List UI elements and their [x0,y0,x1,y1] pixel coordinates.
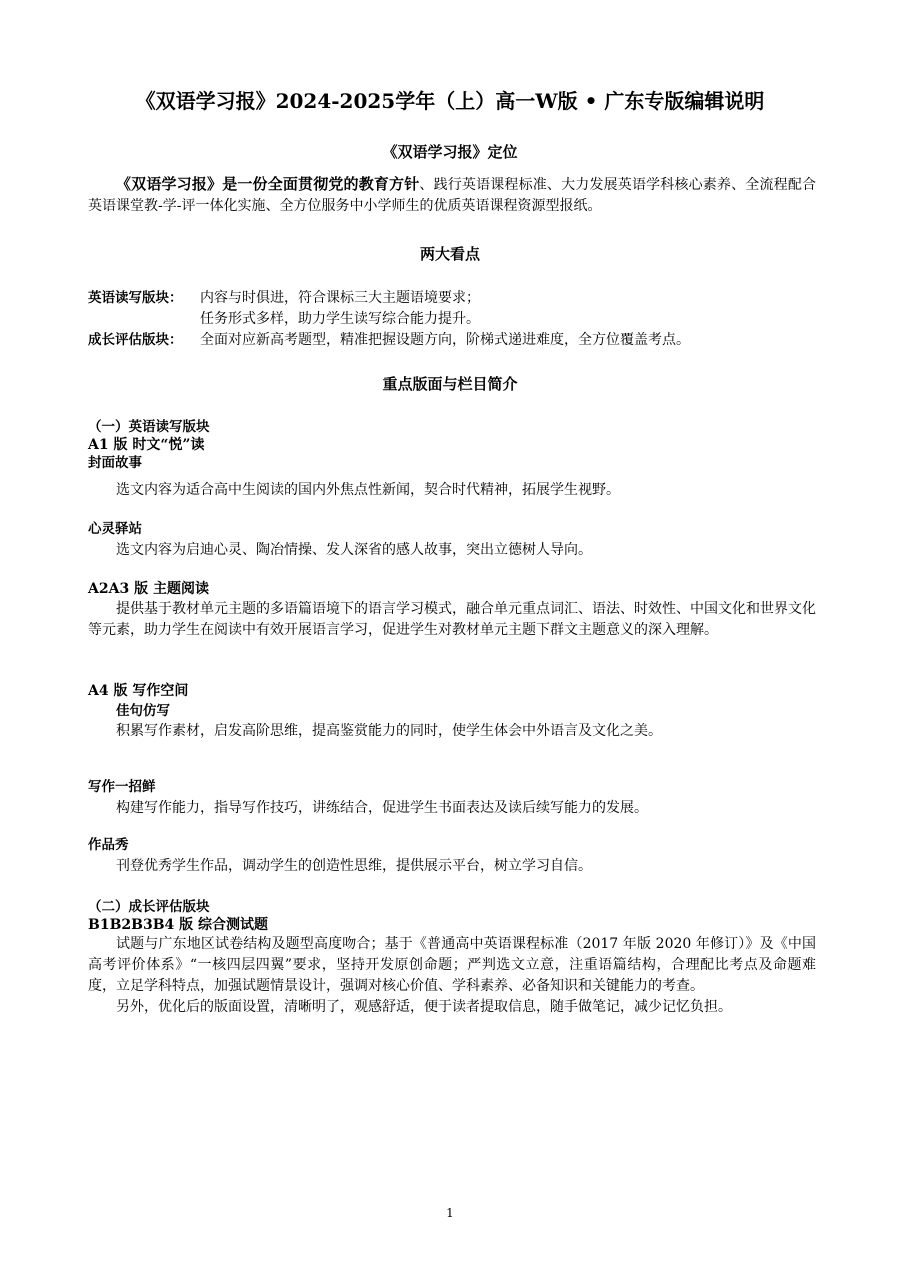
part1-header [88,418,816,472]
a2a3-section [88,580,816,641]
highlights-heading: 两大看点 [419,245,480,263]
positioning-text: 、践行英语课程标准、大力发展英语学科核心素养、全流程配合英语课堂教-学-评一体化实施、全方位服务中小学师生的优质英语课程资源型报纸。 [88,177,816,214]
document-title: 《双语学习报》2024-2025学年（上）高一W版 • 广东专版编辑说明 [135,89,765,113]
works-show-title: 作品秀 [88,837,129,853]
works-show-text: 刊登优秀学生作品，调动学生的创造性思维，提供展示平台，树立学习自信。 [116,858,592,874]
highlight-assessment [88,330,816,351]
reading-writing-line2: 任务形式多样，助力学生读写综合能力提升。 [200,311,480,327]
positioning-paragraph [88,174,816,217]
a4-section [88,682,816,742]
highlight-reading-writing [88,288,816,309]
a4-title: A4 版 写作空间 [88,683,189,699]
a1-title: A1 版 时文“悦”读 [88,437,205,453]
part2-title: （二）成长评估版块 [88,899,210,915]
cover-story-section [88,480,816,501]
writing-trick-section [88,778,816,819]
reading-writing-line1: 内容与时俱进，符合课标三大主题语境要求； [200,290,480,306]
positioning-heading: 《双语学习报》定位 [382,143,518,161]
works-show-section [88,836,816,877]
part1-title: （一）英语读写版块 [88,419,210,435]
soul-station-section [88,520,816,561]
b-text2: 另外，优化后的版面设置，清晰明了，观感舒适，便于读者提取信息，随手做笔记，减少记忆负担。 [116,999,732,1015]
good-sentences-title: 佳句仿写 [116,703,170,719]
soul-station-text: 选文内容为启迪心灵、陶冶情操、发人深省的感人故事，突出立德树人导向。 [116,542,592,558]
assessment-label: 成长评估版块： [88,332,183,348]
columns-heading: 重点版面与栏目简介 [382,375,518,393]
highlights-list [88,288,816,351]
positioning-lead: 《双语学习报》是一份全面贯彻党的教育方针 [116,175,420,193]
b-text1: 试题与广东地区试卷结构及题型高度吻合；基于《普通高中英语课程标准（2017 年版 2020 年修订）》及《中国高考评价体系》“一核四层四翼”要求，坚持开发原创命题；严判选文立意，注重语篇结构，合理配比考点及命题难度，立足学科特点，加强试题情景设计，强调对核心价值、学科素养、必备知识和关键能力的考查。 [88,936,816,994]
cover-story-title: 封面故事 [88,455,142,471]
reading-writing-label: 英语读写版块： [88,290,183,306]
soul-station-title: 心灵驿站 [88,521,142,537]
part2-section [88,898,816,1018]
cover-story-text: 选文内容为适合高中生阅读的国内外焦点性新闻，契合时代精神，拓展学生视野。 [116,482,620,498]
writing-trick-title: 写作一招鲜 [88,779,156,795]
writing-trick-text: 构建写作能力，指导写作技巧，讲练结合，促进学生书面表达及读后续写能力的发展。 [116,800,648,816]
a2a3-text: 提供基于教材单元主题的多语篇语境下的语言学习模式，融合单元重点词汇、语法、时效性、中国文化和世界文化等元素，助力学生在阅读中有效开展语言学习，促进学生对教材单元主题下群文主题意义的深入理解。 [88,601,816,638]
a2a3-title: A2A3 版 主题阅读 [88,581,209,597]
b-title: B1B2B3B4 版 综合测试题 [88,917,269,933]
assessment-text: 全面对应新高考题型，精准把握设题方向，阶梯式递进难度，全方位覆盖考点。 [200,332,690,348]
page-number: 1 [446,1206,454,1220]
highlight-reading-writing-cont [88,309,816,330]
good-sentences-text: 积累写作素材，启发高阶思维，提高鉴赏能力的同时，使学生体会中外语言及文化之美。 [116,723,662,739]
